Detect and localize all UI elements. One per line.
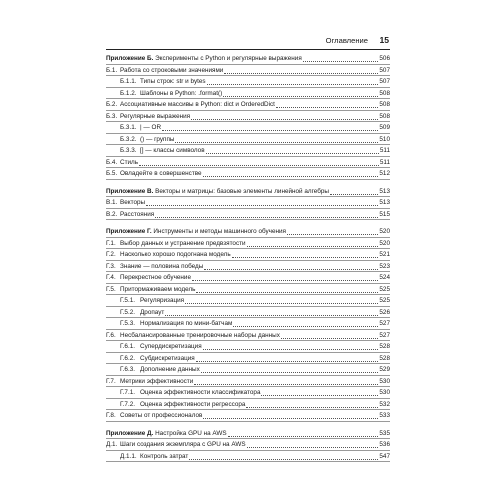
toc-page-number: 523 xyxy=(379,262,390,270)
toc-title xyxy=(140,364,200,375)
toc-title-text: Советы от профессионалов xyxy=(120,412,203,419)
dot-leader xyxy=(203,342,379,350)
toc-page-number: 528 xyxy=(379,354,390,362)
toc-title-text: Векторы и матрицы: базовые элементы линейной алгебры xyxy=(155,187,329,195)
toc-title xyxy=(120,261,203,272)
dot-leader xyxy=(207,77,379,85)
toc-page-number: 525 xyxy=(379,297,390,304)
toc-appendix-entry xyxy=(106,186,390,197)
toc-title-text: Дополнение данных xyxy=(140,366,200,373)
dot-leader xyxy=(233,319,378,327)
toc-title-text: Нормализация по мини-батчам xyxy=(140,320,233,327)
toc-page-number: 526 xyxy=(379,308,390,316)
toc-section-entry xyxy=(106,376,390,387)
dot-leader xyxy=(261,388,378,396)
toc-subsection-entry xyxy=(106,451,390,462)
dot-leader xyxy=(287,227,378,235)
toc-title xyxy=(140,451,188,462)
toc-appendix-entry xyxy=(106,53,390,64)
toc-title xyxy=(140,318,232,329)
toc-number: Г.5.2. xyxy=(120,308,136,316)
dot-leader xyxy=(224,66,378,74)
toc-number: Г.5. xyxy=(106,285,116,293)
toc-title xyxy=(120,238,246,249)
toc-number: Б.1.2. xyxy=(120,89,137,97)
toc-title xyxy=(120,99,275,110)
toc-title-text: Регулярные выражения xyxy=(120,112,191,120)
toc-subsection-entry xyxy=(106,341,390,352)
dot-leader xyxy=(232,250,379,258)
toc-title xyxy=(140,295,184,306)
toc-section-entry xyxy=(106,99,390,110)
toc-page-number: 515 xyxy=(379,210,390,218)
toc-number: Д.1. xyxy=(106,441,118,448)
dot-leader xyxy=(175,135,378,143)
toc-title-text: Расстояния xyxy=(120,210,155,218)
toc-number: В.2. xyxy=(106,210,118,218)
toc-number: Г.7.1. xyxy=(120,389,136,396)
toc-page-number: 529 xyxy=(379,366,390,373)
toc-number: Б.3. xyxy=(106,112,118,120)
toc-title xyxy=(140,387,260,398)
row-divider xyxy=(106,421,390,422)
toc-section-entry xyxy=(106,410,390,421)
toc-title xyxy=(120,284,195,295)
toc-number: Г.6.2. xyxy=(120,354,136,362)
toc-subsection-entry xyxy=(106,122,390,133)
toc-page-number: 508 xyxy=(379,89,390,97)
row-divider xyxy=(106,219,390,220)
toc-title xyxy=(120,168,202,179)
toc-title-text: Оценка эффективности регрессора xyxy=(140,400,246,408)
toc-page-number: 508 xyxy=(379,112,390,120)
toc-subsection-entry xyxy=(106,76,390,87)
toc-page-number: 520 xyxy=(379,228,390,235)
toc-number: В.1. xyxy=(106,199,118,206)
toc-title xyxy=(120,249,231,260)
toc-page-number: 524 xyxy=(379,274,390,281)
toc-number: Б.4. xyxy=(106,158,118,166)
toc-title xyxy=(120,209,154,220)
toc-section-entry xyxy=(106,65,390,76)
toc-section-entry xyxy=(106,249,390,260)
toc-number: Г.5.3. xyxy=(120,320,136,327)
toc-number: Г.6. xyxy=(106,331,116,339)
dot-leader xyxy=(247,239,379,247)
toc-title xyxy=(140,307,164,318)
toc-subsection-entry xyxy=(106,318,390,329)
toc-appendix-label: Приложение Б. xyxy=(106,55,154,62)
toc-number: Б.3.2. xyxy=(120,135,137,143)
toc-number: Г.3. xyxy=(106,262,116,270)
dot-leader xyxy=(192,273,378,281)
running-header xyxy=(106,36,390,50)
dot-leader xyxy=(196,354,379,362)
toc-title-text: Ассоциативные массивы в Python: dict и OrderedDict xyxy=(120,101,275,108)
dot-leader xyxy=(203,169,379,177)
toc-number: Г.5.1. xyxy=(120,297,136,304)
toc-title xyxy=(120,157,138,168)
toc-number: Г.8. xyxy=(106,412,116,419)
dot-leader xyxy=(303,54,379,62)
toc-title-text: Притормаживаем модель xyxy=(120,285,196,293)
toc-title-text: Инструменты и методы машинного обучения xyxy=(153,228,286,235)
toc-page-number: 511 xyxy=(379,158,390,166)
toc-subsection-entry xyxy=(106,307,390,318)
toc-page-number: 507 xyxy=(379,78,390,85)
toc-page-number: 525 xyxy=(379,285,390,293)
toc-page-number: 513 xyxy=(379,199,390,206)
dot-leader xyxy=(139,158,379,166)
toc-title-text: Типы строк: str и bytes xyxy=(140,78,206,85)
toc-title-text: Работа со строковыми значениями xyxy=(120,66,224,74)
toc-title xyxy=(120,410,202,421)
toc-page-number: 527 xyxy=(379,320,390,327)
toc-title xyxy=(120,111,190,122)
toc-title xyxy=(106,53,302,64)
toc-title xyxy=(120,65,223,76)
dot-leader xyxy=(247,440,379,448)
toc-title xyxy=(140,88,222,99)
toc-page-number: 530 xyxy=(379,377,390,385)
toc-title xyxy=(120,376,193,387)
toc-appendix-label: Приложение Д. xyxy=(106,429,154,437)
dot-leader xyxy=(276,100,378,108)
toc-title-text: Супердискретизация xyxy=(140,343,202,350)
toc-number: Б.3.1. xyxy=(120,124,137,131)
dot-leader xyxy=(201,365,379,373)
toc-page-number: 506 xyxy=(379,55,390,62)
dot-leader xyxy=(194,377,378,385)
toc-title xyxy=(140,399,245,410)
toc-number: Д.1.1. xyxy=(120,452,137,460)
toc-page-number: 507 xyxy=(379,66,390,74)
dot-leader xyxy=(185,296,378,304)
toc-number: Г.2. xyxy=(106,251,116,258)
toc-section-entry xyxy=(106,197,390,208)
toc-subsection-entry xyxy=(106,134,390,145)
toc-number: Г.4. xyxy=(106,274,116,281)
dot-leader xyxy=(162,123,378,131)
dot-leader xyxy=(204,262,378,270)
toc-number: Б.2. xyxy=(106,101,118,108)
toc-page-number: 532 xyxy=(379,400,390,408)
toc-title xyxy=(106,226,286,237)
toc-title-text: Контроль затрат xyxy=(140,452,189,460)
toc-section-entry xyxy=(106,209,390,220)
toc-title xyxy=(120,197,145,208)
toc-title-text: Насколько хорошо подогнана модель xyxy=(120,251,231,258)
toc-page-number: 528 xyxy=(379,343,390,350)
toc-section-entry xyxy=(106,261,390,272)
row-divider xyxy=(106,461,390,462)
toc-page-number: 521 xyxy=(379,251,390,258)
toc-section-entry xyxy=(106,284,390,295)
toc-section-entry xyxy=(106,168,390,179)
toc-title xyxy=(140,134,174,145)
toc-title-text: Настройка GPU на AWS xyxy=(155,429,227,437)
toc-title xyxy=(140,341,202,352)
toc-appendix-label: Приложение В. xyxy=(106,187,154,195)
toc-title xyxy=(140,145,205,156)
dot-leader xyxy=(165,308,378,316)
toc-subsection-entry xyxy=(106,145,390,156)
toc-title-text: Векторы xyxy=(120,199,146,206)
toc-subsection-entry xyxy=(106,353,390,364)
toc-title-text: Регуляризация xyxy=(140,297,185,304)
toc-number: Б.5. xyxy=(106,170,118,177)
toc-title-text: Овладейте в совершенстве xyxy=(120,170,202,177)
toc-title-text: Выбор данных и устранение предвзятости xyxy=(120,239,246,247)
toc-page-number: 513 xyxy=(379,187,390,195)
toc-title-text: Оценка эффективности классификатора xyxy=(140,389,261,396)
toc-number: Б.3.3. xyxy=(120,147,137,154)
toc-title-text: Эксперименты с Python и регулярные выражения xyxy=(155,55,302,62)
toc-title-text: () — группы xyxy=(140,135,175,143)
toc-title-text: | — OR xyxy=(140,124,162,131)
toc-title-text: Стиль xyxy=(120,158,139,166)
toc-title-text: Субдискретизация xyxy=(140,354,195,362)
toc-number: Б.1. xyxy=(106,66,118,74)
dot-leader xyxy=(146,198,378,206)
toc-appendix-label: Приложение Г. xyxy=(106,228,152,235)
toc-subsection-entry xyxy=(106,295,390,306)
toc-section-entry xyxy=(106,157,390,168)
toc-page-number: 512 xyxy=(379,170,390,177)
toc-title-text: Метрики эффективности xyxy=(120,377,194,385)
toc-number: Б.1.1. xyxy=(120,78,137,85)
toc-page-number: 527 xyxy=(379,331,390,339)
toc-page-number: 535 xyxy=(379,429,390,437)
toc-section-entry xyxy=(106,111,390,122)
toc-title-text: Знание — половина победы xyxy=(120,262,204,270)
dot-leader xyxy=(223,89,378,97)
dot-leader xyxy=(228,429,379,437)
row-divider xyxy=(106,179,390,180)
toc-title xyxy=(140,353,195,364)
header-page-number: 15 xyxy=(379,35,389,45)
toc-section-entry xyxy=(106,238,390,249)
toc-page-number: 508 xyxy=(379,101,390,108)
toc-subsection-entry xyxy=(106,399,390,410)
toc-title xyxy=(140,76,206,87)
toc-title-text: Шаблоны в Python: .format() xyxy=(140,89,223,97)
toc-subsection-entry xyxy=(106,387,390,398)
toc-title-text: Шаги создания экземпляра с GPU на AWS xyxy=(120,441,246,448)
dot-leader xyxy=(330,187,378,195)
toc-page-number: 530 xyxy=(379,389,390,396)
dot-leader xyxy=(189,452,378,460)
toc-subsection-entry xyxy=(106,364,390,375)
toc-title xyxy=(106,186,329,197)
toc-title-text: [] — классы символов xyxy=(140,147,205,154)
toc-section-entry xyxy=(106,439,390,450)
header-title: Оглавление xyxy=(325,36,368,45)
toc-number: Г.7. xyxy=(106,377,116,385)
toc-subsection-entry xyxy=(106,88,390,99)
toc-title xyxy=(120,272,191,283)
toc-title-text: Дропаут xyxy=(140,308,165,316)
toc-section-entry xyxy=(106,272,390,283)
toc-title xyxy=(106,428,227,439)
toc-number: Г.6.3. xyxy=(120,366,136,373)
dot-leader xyxy=(246,400,378,408)
toc-page-number: 520 xyxy=(379,239,390,247)
toc-title-text: Несбалансированные тренировочные наборы данных xyxy=(120,331,280,339)
dot-leader xyxy=(196,285,378,293)
dot-leader xyxy=(155,210,378,218)
toc-page-number: 547 xyxy=(379,452,390,460)
dot-leader xyxy=(191,112,378,120)
toc-number: Г.6.1. xyxy=(120,343,136,350)
dot-leader xyxy=(281,331,378,339)
toc-number: Г.7.2. xyxy=(120,400,136,408)
dot-leader xyxy=(206,146,379,154)
toc-appendix-entry xyxy=(106,428,390,439)
toc-appendix-entry xyxy=(106,226,390,237)
toc-page-number: 536 xyxy=(379,441,390,448)
toc-page-number: 509 xyxy=(379,124,390,131)
toc-title-text: Перекрестное обучение xyxy=(120,274,191,281)
toc-title xyxy=(140,122,161,133)
toc-page-number: 533 xyxy=(379,412,390,419)
toc-number: Г.1. xyxy=(106,239,116,247)
toc-section-entry xyxy=(106,330,390,341)
dot-leader xyxy=(203,411,378,419)
toc-title xyxy=(120,439,246,450)
toc-title xyxy=(120,330,280,341)
toc-page-number: 511 xyxy=(379,147,390,154)
toc-page-number: 510 xyxy=(379,135,390,143)
